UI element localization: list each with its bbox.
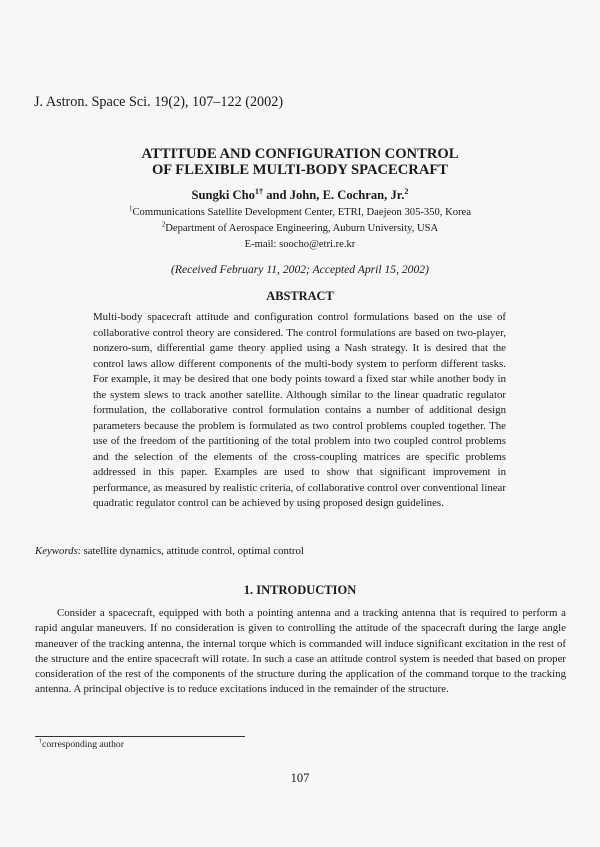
keywords [35,545,575,557]
affiliation-1-text: Communications Satellite Development Center, ETRI, Daejeon 305-350, Korea [132,207,471,218]
author-2-mark: 2 [404,186,409,196]
introduction-text: Consider a spacecraft, equipped with both a pointing antenna and a tracking antenna that is required to perform a rapid angular maneuvers. If no consideration is given to controlling the attitude of the spacecraft during the large angle maneuver of the tracking antenna, the internal torque which is commanded will induce significant excitation in the rest of the structure and the entire spacecraft will rotate. In such a case an attitude control system is needed that based on proper consideration of the rest of the components of the structure during the application of the command torque to the tracking antenna. A principal objective is to reduce excitations induced in the remainder of the structure. [35,607,566,696]
title-line-2: OF FLEXIBLE MULTI-BODY SPACECRAFT [151,162,449,178]
affiliation-2-text: Department of Aerospace Engineering, Auburn University, USA [165,223,439,234]
footnote-mark: † [39,737,43,745]
title-line-1: ATTITUDE AND CONFIGURATION CONTROL [141,146,459,162]
abstract-heading: ABSTRACT [266,289,334,303]
footnote [39,739,124,750]
affiliation-1 [0,205,600,221]
page-number: 107 [290,771,310,785]
author-list [0,188,600,203]
author-email: E-mail: soocho@etri.re.kr [244,239,356,250]
author-1-name: Sungki Cho [191,188,255,202]
received-dates: (Received February 11, 2002; Accepted April 15, 2002) [171,263,429,276]
abstract-text: Multi-body spacecraft attitude and configuration control formulations based on the use of collaborative control theory are considered. The control formulations are based on two-player, nonzero-sum, differential game theory applied using a Nash strategy. It is desired that the control laws allow different components of the multi-body system to perform different tasks. For example, it may be desired that one body points toward a fixed star while another body in the system slews to track another satellite. Although similar to the linear quadratic regulator formulation, the collaborative control formulation contains a number of additional design parameters because the problem is formulated as two control problems coupled together. The use of the freedom of the partitioning of the total problem into two coupled control problems and the selection of the elements of the cross-coupling matrices are specific problems addressed in this paper. Examples are used to show that significant improvement in performance, as measured by realistic criteria, of collaborative control over conventional linear quadratic regulator control can be achieved by using proposed design guidelines. [93,311,506,509]
affiliation-2 [0,221,600,237]
affiliation-1-mark: 1 [129,205,133,213]
keywords-text: : satellite dynamics, attitude control, optimal control [77,545,304,557]
introduction-heading: 1. INTRODUCTION [243,583,357,597]
footnote-text: corresponding author [42,739,124,750]
keywords-label: Keywords [35,545,78,557]
affiliation-2-mark: 2 [161,221,166,229]
affiliations [0,205,600,253]
author-1-mark: 1† [254,186,264,196]
footnote-divider [35,736,245,737]
paper-title [0,146,600,178]
author-2-name: and John, E. Cochran, Jr. [263,188,405,202]
journal-reference: J. Astron. Space Sci. 19(2), 107–122 (2002) [34,94,284,110]
